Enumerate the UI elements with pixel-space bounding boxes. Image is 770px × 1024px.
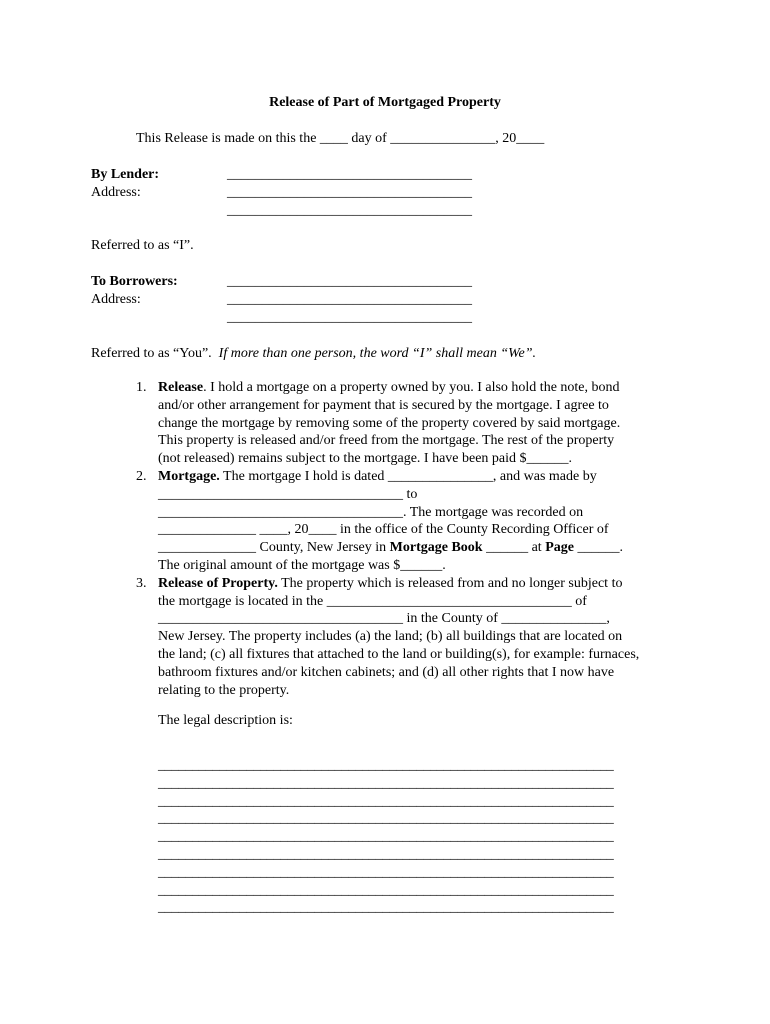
section-text: The mortgage I hold is dated _______________, and was made by xyxy=(219,468,597,484)
legal-line[interactable]: ___________________________________________________________________ xyxy=(158,882,614,898)
section-text: . I hold a mortgage on a property owned by you. I also hold the note, bond xyxy=(203,380,620,395)
section-text: The property which is released from and no longer subject to xyxy=(277,575,623,591)
borrowers-line-2[interactable]: ___________________________________ xyxy=(227,292,472,307)
lender-line-1[interactable]: ___________________________________ xyxy=(227,167,472,182)
borrowers-line-1[interactable]: ___________________________________ xyxy=(227,274,472,289)
lender-label: By Lender: xyxy=(91,167,160,182)
section-number: 1. xyxy=(136,380,147,395)
legal-description-label: The legal description is: xyxy=(158,713,293,728)
borrowers-address-label: Address: xyxy=(91,292,141,307)
section-text: ___________________________________. The mortgage was recorded on xyxy=(158,504,584,520)
lender-line-2[interactable]: ___________________________________ xyxy=(227,185,472,200)
section-heading: Release of Property. xyxy=(158,575,278,591)
section-text: ______________ ____, 20____ in the office of the County Recording Officer of xyxy=(158,522,609,538)
legal-description xyxy=(158,712,678,917)
intro-line: This Release is made on this the ____ day of _______________, 20____ xyxy=(136,131,545,146)
borrowers-label: To Borrowers: xyxy=(91,274,178,289)
section-text: The original amount of the mortgage was $______. xyxy=(158,557,446,573)
section-text: This property is released and/or freed from the mortgage. The rest of the property xyxy=(158,433,615,449)
sections-list xyxy=(136,379,696,699)
section-release-of-property xyxy=(136,575,696,700)
section-text: ______. xyxy=(573,540,623,556)
section-heading: Release xyxy=(158,380,204,395)
document-title: Release of Part of Mortgaged Property xyxy=(269,95,501,110)
section-heading: Mortgage. xyxy=(158,468,220,484)
section-text: the land; (c) all fixtures that attached to the land or building(s), for example: furnaces, xyxy=(158,646,640,662)
section-text: ___________________________________ to xyxy=(158,486,418,502)
section-mortgage xyxy=(136,468,696,575)
borrowers-referred-note: If more than one person, the word “I” shall mean “We”. xyxy=(218,346,536,361)
legal-line[interactable]: ___________________________________________________________________ xyxy=(158,829,614,845)
section-text: ______ at xyxy=(482,540,546,556)
section-text: change the mortgage by removing some of the property covered by said mortgage. xyxy=(158,415,621,431)
legal-line[interactable]: ___________________________________________________________________ xyxy=(158,846,614,862)
section-release xyxy=(136,379,696,468)
section-text: and/or other arrangement for payment that is secured by the mortgage. I agree to xyxy=(158,397,609,413)
section-text: the mortgage is located in the ___________________________________ of xyxy=(158,593,587,609)
legal-line[interactable]: ___________________________________________________________________ xyxy=(158,793,614,809)
page-label: Page xyxy=(545,540,574,556)
section-text: (not released) remains subject to the mortgage. I have been paid $______. xyxy=(158,451,573,467)
lender-address-label: Address: xyxy=(91,185,141,200)
legal-line[interactable]: ___________________________________________________________________ xyxy=(158,758,614,773)
borrowers-referred xyxy=(91,345,536,362)
section-text: ___________________________________ in the County of _______________, xyxy=(158,611,610,627)
mortgage-book-label: Mortgage Book xyxy=(389,540,483,556)
section-text: ______________ County, New Jersey in xyxy=(158,540,390,556)
section-number: 3. xyxy=(136,575,147,591)
legal-line[interactable]: ___________________________________________________________________ xyxy=(158,900,614,916)
section-number: 2. xyxy=(136,468,147,484)
lender-referred: Referred to as “I”. xyxy=(91,238,194,253)
legal-line[interactable]: ___________________________________________________________________ xyxy=(158,864,614,880)
lender-line-3[interactable]: ___________________________________ xyxy=(227,203,472,218)
legal-line[interactable]: ___________________________________________________________________ xyxy=(158,811,614,827)
legal-line[interactable]: ___________________________________________________________________ xyxy=(158,775,614,791)
section-text: New Jersey. The property includes (a) the land; (b) all buildings that are located on xyxy=(158,629,623,645)
section-text: relating to the property. xyxy=(158,682,290,698)
section-text: bathroom fixtures and/or kitchen cabinets; and (d) all other rights that I now have xyxy=(158,664,615,680)
borrowers-referred-text: Referred to as “You”. xyxy=(91,346,212,361)
borrowers-line-3[interactable]: ___________________________________ xyxy=(227,310,472,325)
